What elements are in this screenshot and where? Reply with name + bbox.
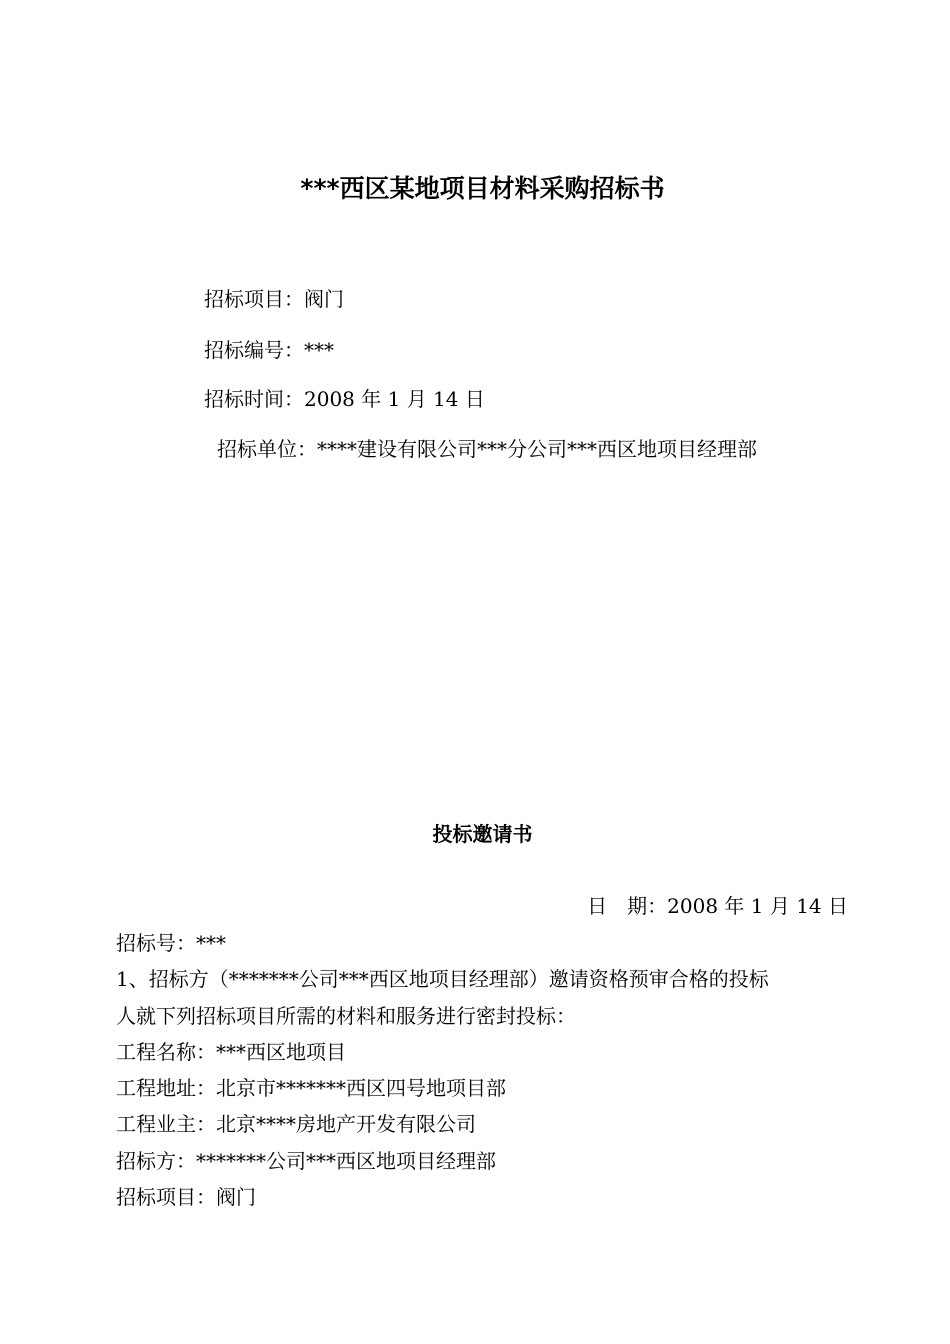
project-name: 工程名称：***西区地项目 [116, 1040, 346, 1064]
invitation-paragraph-line-2: 人就下列招标项目所需的材料和服务进行密封投标： [116, 1004, 576, 1028]
cover-number: 招标编号：*** [204, 338, 334, 362]
cover-project: 招标项目：阀门 [204, 287, 344, 311]
invitation-title: 投标邀请书 [432, 822, 533, 846]
invitation-paragraph-line-1: 1、招标方（*******公司***西区地项目经理部）邀请资格预审合格的投标 [116, 967, 769, 991]
project-address: 工程地址：北京市*******西区四号地项目部 [116, 1076, 506, 1100]
bidder: 招标方：*******公司***西区地项目经理部 [116, 1149, 496, 1173]
project-owner: 工程业主：北京****房地产开发有限公司 [116, 1112, 476, 1136]
invitation-bid-number: 招标号：*** [116, 931, 226, 955]
cover-unit: 招标单位：****建设有限公司***分公司***西区地项目经理部 [217, 437, 757, 461]
bid-item: 招标项目：阀门 [116, 1185, 256, 1209]
document-title: ***西区某地项目材料采购招标书 [300, 174, 665, 203]
cover-time: 招标时间：2008 年 1 月 14 日 [204, 387, 485, 411]
invitation-date: 日 期：2008 年 1 月 14 日 [587, 894, 848, 918]
